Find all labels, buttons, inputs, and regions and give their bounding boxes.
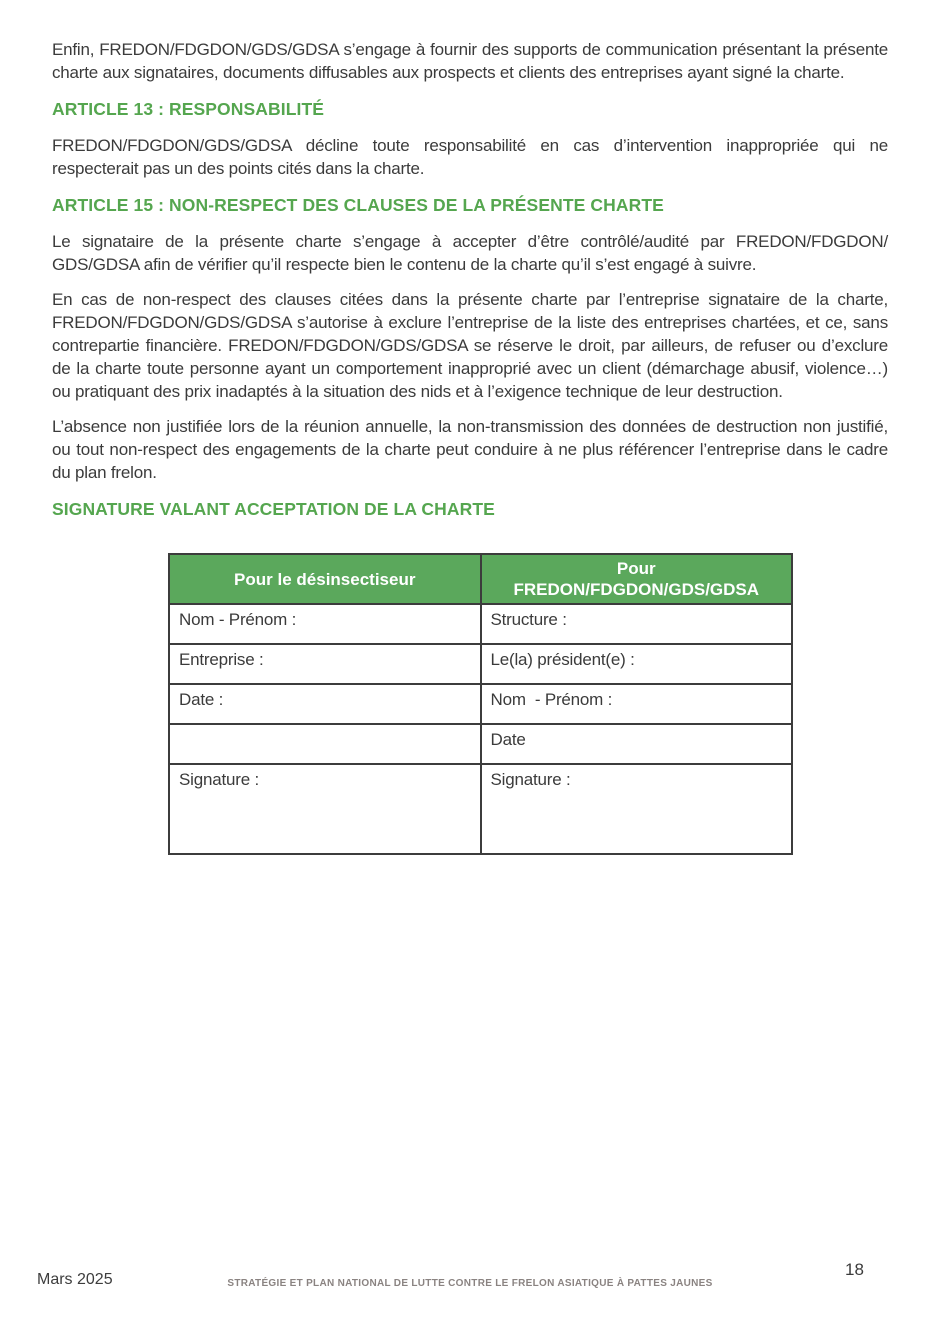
table-cell-signature-left: Signature :: [169, 764, 481, 854]
table-cell-date-right: Date: [481, 724, 793, 764]
article-15-paragraph-2: En cas de non-respect des clauses citées dans la présente charte par l’entreprise signataire de la charte, FREDON/FDGDON/GDS/GDSA s’autorise à exclure l’entreprise de la liste des entreprises chartées, et ce, sans contrepartie financière. FREDON/FDGDON/GDS/GDSA se réserve le droit, par ailleurs, de refuser ou d’exclure de la charte toute personne ayant un comportement inapproprié avec un client (démarchage abusif, violence…) ou pratiquant des prix inadaptés à la situation des nids et à l’exigence technique de leur destruction.: [52, 290, 888, 401]
table-cell-nom-prenom: Nom - Prénom :: [169, 604, 481, 644]
table-header-label: Pour le désinsectiseur: [234, 569, 416, 589]
article-13-heading: ARTICLE 13 : RESPONSABILITÉ: [52, 99, 325, 119]
intro-paragraph: Enfin, FREDON/FDGDON/GDS/GDSA s’engage à fournir des supports de communication présentant la présente charte aux signataires, documents diffusables aux prospects et clients des entreprises ayant signé la charte.: [52, 40, 888, 82]
signature-table: [168, 553, 793, 855]
table-cell-signature-right: Signature :: [481, 764, 793, 854]
table-cell-empty: [169, 724, 481, 764]
table-cell-structure: Structure :: [481, 604, 793, 644]
table-row: [169, 604, 792, 644]
table-header-label: Pour FREDON/FDGDON/GDS/GDSA: [513, 559, 760, 599]
footer-doc-title: STRATÉGIE ET PLAN NATIONAL DE LUTTE CONTRE LE FRELON ASIATIQUE À PATTES JAUNES: [227, 1278, 713, 1289]
table-cell-date-left: Date :: [169, 684, 481, 724]
table-cell-nom-prenom-right: Nom - Prénom :: [481, 684, 793, 724]
table-cell-entreprise: Entreprise :: [169, 644, 481, 684]
table-header-cell-desinsectiseur: [169, 554, 481, 604]
article-15-heading: ARTICLE 15 : NON-RESPECT DES CLAUSES DE LA PRÉSENTE CHARTE: [52, 195, 664, 215]
article-13-paragraph: FREDON/FDGDON/GDS/GDSA décline toute responsabilité en cas d’intervention inappropriée qui ne respecterait pas un des points cités dans la charte.: [52, 136, 888, 178]
table-row: [169, 724, 792, 764]
table-row: [169, 644, 792, 684]
signature-heading: SIGNATURE VALANT ACCEPTATION DE LA CHARTE: [52, 499, 495, 519]
content-area: [52, 38, 888, 855]
table-header-cell-fredon: [481, 554, 793, 604]
article-15-paragraph-3: L’absence non justifiée lors de la réunion annuelle, la non-transmission des données de destruction non justifié, ou tout non-respect des engagements de la charte peut conduire à ne plus référencer l’entreprise dans le cadre du plan frelon.: [52, 417, 888, 482]
table-header-row: [169, 554, 792, 604]
footer-date: Mars 2025: [37, 1271, 113, 1288]
footer-page-number: 18: [845, 1260, 864, 1279]
table-cell-president: Le(la) président(e) :: [481, 644, 793, 684]
table-row: [169, 764, 792, 854]
article-15-paragraph-1: Le signataire de la présente charte s’engage à accepter d’être contrôlé/audité par FREDON/FDGDON/ GDS/GDSA afin de vérifier qu’il respecte bien le contenu de la charte qu’il s’est engagé à suivre.: [52, 232, 888, 274]
table-row: [169, 684, 792, 724]
